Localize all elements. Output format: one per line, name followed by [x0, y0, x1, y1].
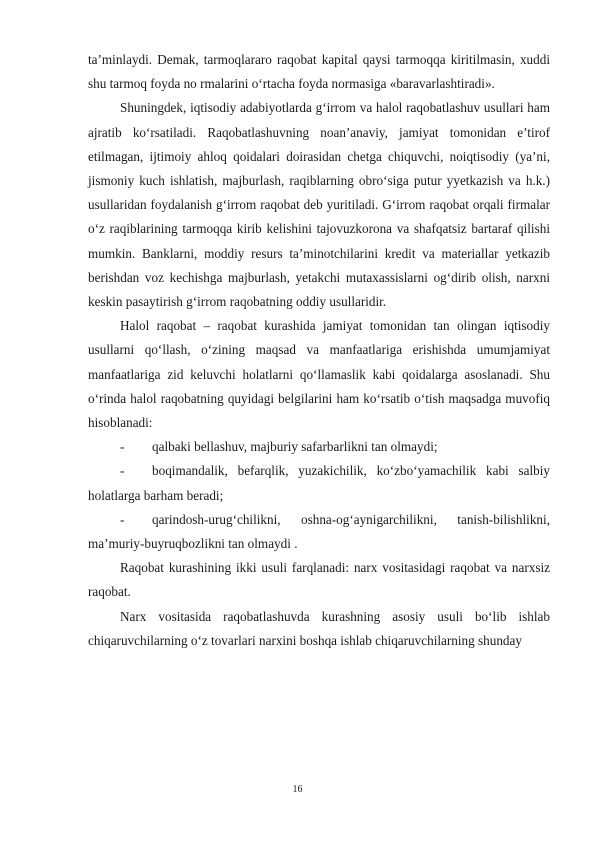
list-item-text: qarindosh-urug‘chilikni, oshna-og‘aynigarchilikni, tanish-bilishlikni, ma’muriy-buyruqbozlikni tan olmaydi .	[88, 511, 550, 552]
document-page	[88, 48, 550, 653]
list-item-text: boqimandalik, befarqlik, yuzakichilik, ko‘zbo‘yamachilik kabi salbiy holatlarga barham beradi;	[88, 463, 550, 503]
paragraph-two-methods: Raqobat kurashining ikki usuli farqlanadi: narx vositasidagi raqobat va narxsiz raqobat.	[88, 560, 550, 600]
list-dash: -	[120, 439, 125, 455]
list-item	[88, 508, 550, 556]
list-item	[88, 435, 550, 459]
list-item	[88, 459, 550, 507]
list-dash: -	[120, 463, 125, 479]
paragraph-price-competition: Narx vositasida raqobatlashuvda kurashning asosiy usuli bo‘lib ishlab chiqaruvchilarning o‘z tovarlari narxini boshqa ishlab chiqaruvchilarning shunday	[88, 608, 550, 648]
page-number: 16	[292, 784, 303, 795]
list-item-text: qalbaki bellashuv, majburiy safarbarlikni tan olmaydi;	[152, 439, 438, 455]
paragraph-continuation: ta’minlaydi. Demak, tarmoqlararo raqobat kapital qaysi tarmoqqa kiritilmasin, xuddi shu tarmoq foyda no rmalarini o‘rtacha foyda normasiga «baravarlashtiradi».	[88, 52, 550, 92]
list-dash: -	[120, 511, 125, 527]
paragraph-fair-competition: Halol raqobat – raqobat kurashida jamiyat tomonidan tan olingan iqtisodiy usullarni qo‘llash, o‘zining maqsad va manfaatlariga erishishda umumjamiyat manfaatlariga zid keluvchi holatlarni qo‘llamaslik kabi qoidalarga asoslanadi. Shu o‘rinda halol raqobatning quyidagi belgilarini ham ko‘rsatib o‘tish maqsadga muvofiq hisoblanadi:	[88, 318, 550, 431]
paragraph-unfair-competition: Shuningdek, iqtisodiy adabiyotlarda g‘irrom va halol raqobatlashuv usullari ham ajratib ko‘rsatiladi. Raqobatlashuvning noan’anaviy, jamiyat tomonidan e’tirof etilmagan, ijtimoiy ahloq qoidalari doirasidan chetga chiquvchi, noiqtisodiy (ya’ni, jismoniy kuch ishlatish, majburlash, raqiblarning obro‘siga putur yyetkazish va h.k.) usullaridan foydalanish g‘irrom raqobat deb yuritiladi. G‘irrom raqobat orqali firmalar o‘z raqiblarining tarmoqqa kirib kelishini tajovuzkorona va shafqatsiz bartaraf qilishi mumkin. Banklarni, moddiy resurs ta’minotchilarini kredit va materiallar yetkazib berishdan voz kechishga majburlash, yetakchi mutaxassislarni og‘dirib olish, narxni keskin pasaytirish g‘irrom raqobatning oddiy usullaridir.	[88, 100, 550, 310]
